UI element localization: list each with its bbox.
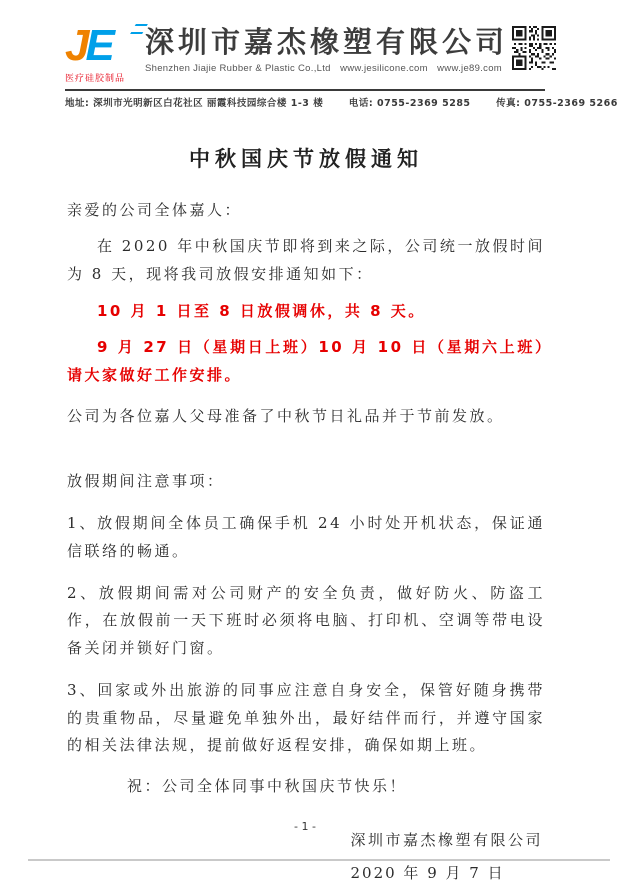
address-row xyxy=(65,95,618,109)
letterhead-divider xyxy=(65,89,545,91)
makeup-workdays-highlight: 9 月 27 日（星期日上班）10 月 10 日（星期六上班）请大家做好工作安排。 xyxy=(67,338,545,384)
logo-letter-e: E xyxy=(85,21,115,70)
notes-heading: 放假期间注意事项： xyxy=(67,472,225,491)
letterhead-top-row xyxy=(65,21,545,84)
intro-paragraph: 在 2020 年中秋国庆节即将到来之际，公司统一放假时间为 8 天，现将我司放假安排通知如下： xyxy=(67,236,545,283)
signature-date: 2020 年 9 月 7 日 xyxy=(350,863,505,882)
salutation: 亲爱的公司全体嘉人： xyxy=(67,201,243,219)
phone-label: 电话: xyxy=(348,98,374,109)
page-number: - 1 - xyxy=(294,820,316,833)
company-name-en: Shenzhen Jiajie Rubber & Plastic Co.,Ltd xyxy=(145,63,331,75)
note-2: 2、放假期间需对公司财产的安全负责，做好防火、防盗工作，在放假前一天下班时必须将电脑、打印机、空调等带电设备关闭并锁好门窗。 xyxy=(67,583,545,657)
company-logo xyxy=(65,21,137,84)
wish-line: 祝：公司全体同事中秋国庆节快乐！ xyxy=(127,777,408,795)
letterhead xyxy=(0,0,618,109)
signature-company: 深圳市嘉杰橡塑有限公司 xyxy=(350,830,543,849)
gift-note: 公司为各位嘉人父母准备了中秋节日礼品并于节前发放。 xyxy=(67,406,505,425)
note-1: 1、放假期间全体员工确保手机 24 小时处开机状态，保证通信联络的畅通。 xyxy=(67,514,545,560)
address-value: 深圳市光明新区白花社区 丽霞科技园综合楼 1-3 楼 xyxy=(93,98,324,109)
website-jesilicone: www.jesilicone.com xyxy=(340,63,428,75)
qr-code-icon xyxy=(512,26,556,70)
je-logo-icon xyxy=(65,21,137,70)
fax-value: 0755-2369 5266 xyxy=(524,98,618,109)
signature-block xyxy=(350,829,543,883)
logo-tagline: 医疗硅胶制品 xyxy=(65,74,126,84)
company-name-cn: 深圳市嘉杰橡塑有限公司 xyxy=(145,25,509,59)
holiday-dates-highlight: 10 月 1 日至 8 日放假调休，共 8 天。 xyxy=(97,302,426,321)
website-je89: www.je89.com xyxy=(437,63,502,75)
logo-letter-j: J xyxy=(65,21,86,70)
qr-code xyxy=(512,26,556,70)
company-names xyxy=(137,26,508,74)
phone-value: 0755-2369 5285 xyxy=(376,98,471,109)
notice-body xyxy=(0,143,610,882)
note-3: 3、回家或外出旅游的同事应注意自身安全，保管好随身携带的贵重物品，尽量避免单独外出，最好结伴而行，并遵守国家的相关法律法规，提前做好返程安排，确保如期上班。 xyxy=(67,680,545,755)
page-bottom-edge xyxy=(28,859,610,861)
address-label: 地址: xyxy=(65,98,90,109)
notice-title: 中秋国庆节放假通知 xyxy=(189,146,423,171)
fax-label: 传真: xyxy=(496,98,521,109)
company-english-row xyxy=(145,63,508,74)
